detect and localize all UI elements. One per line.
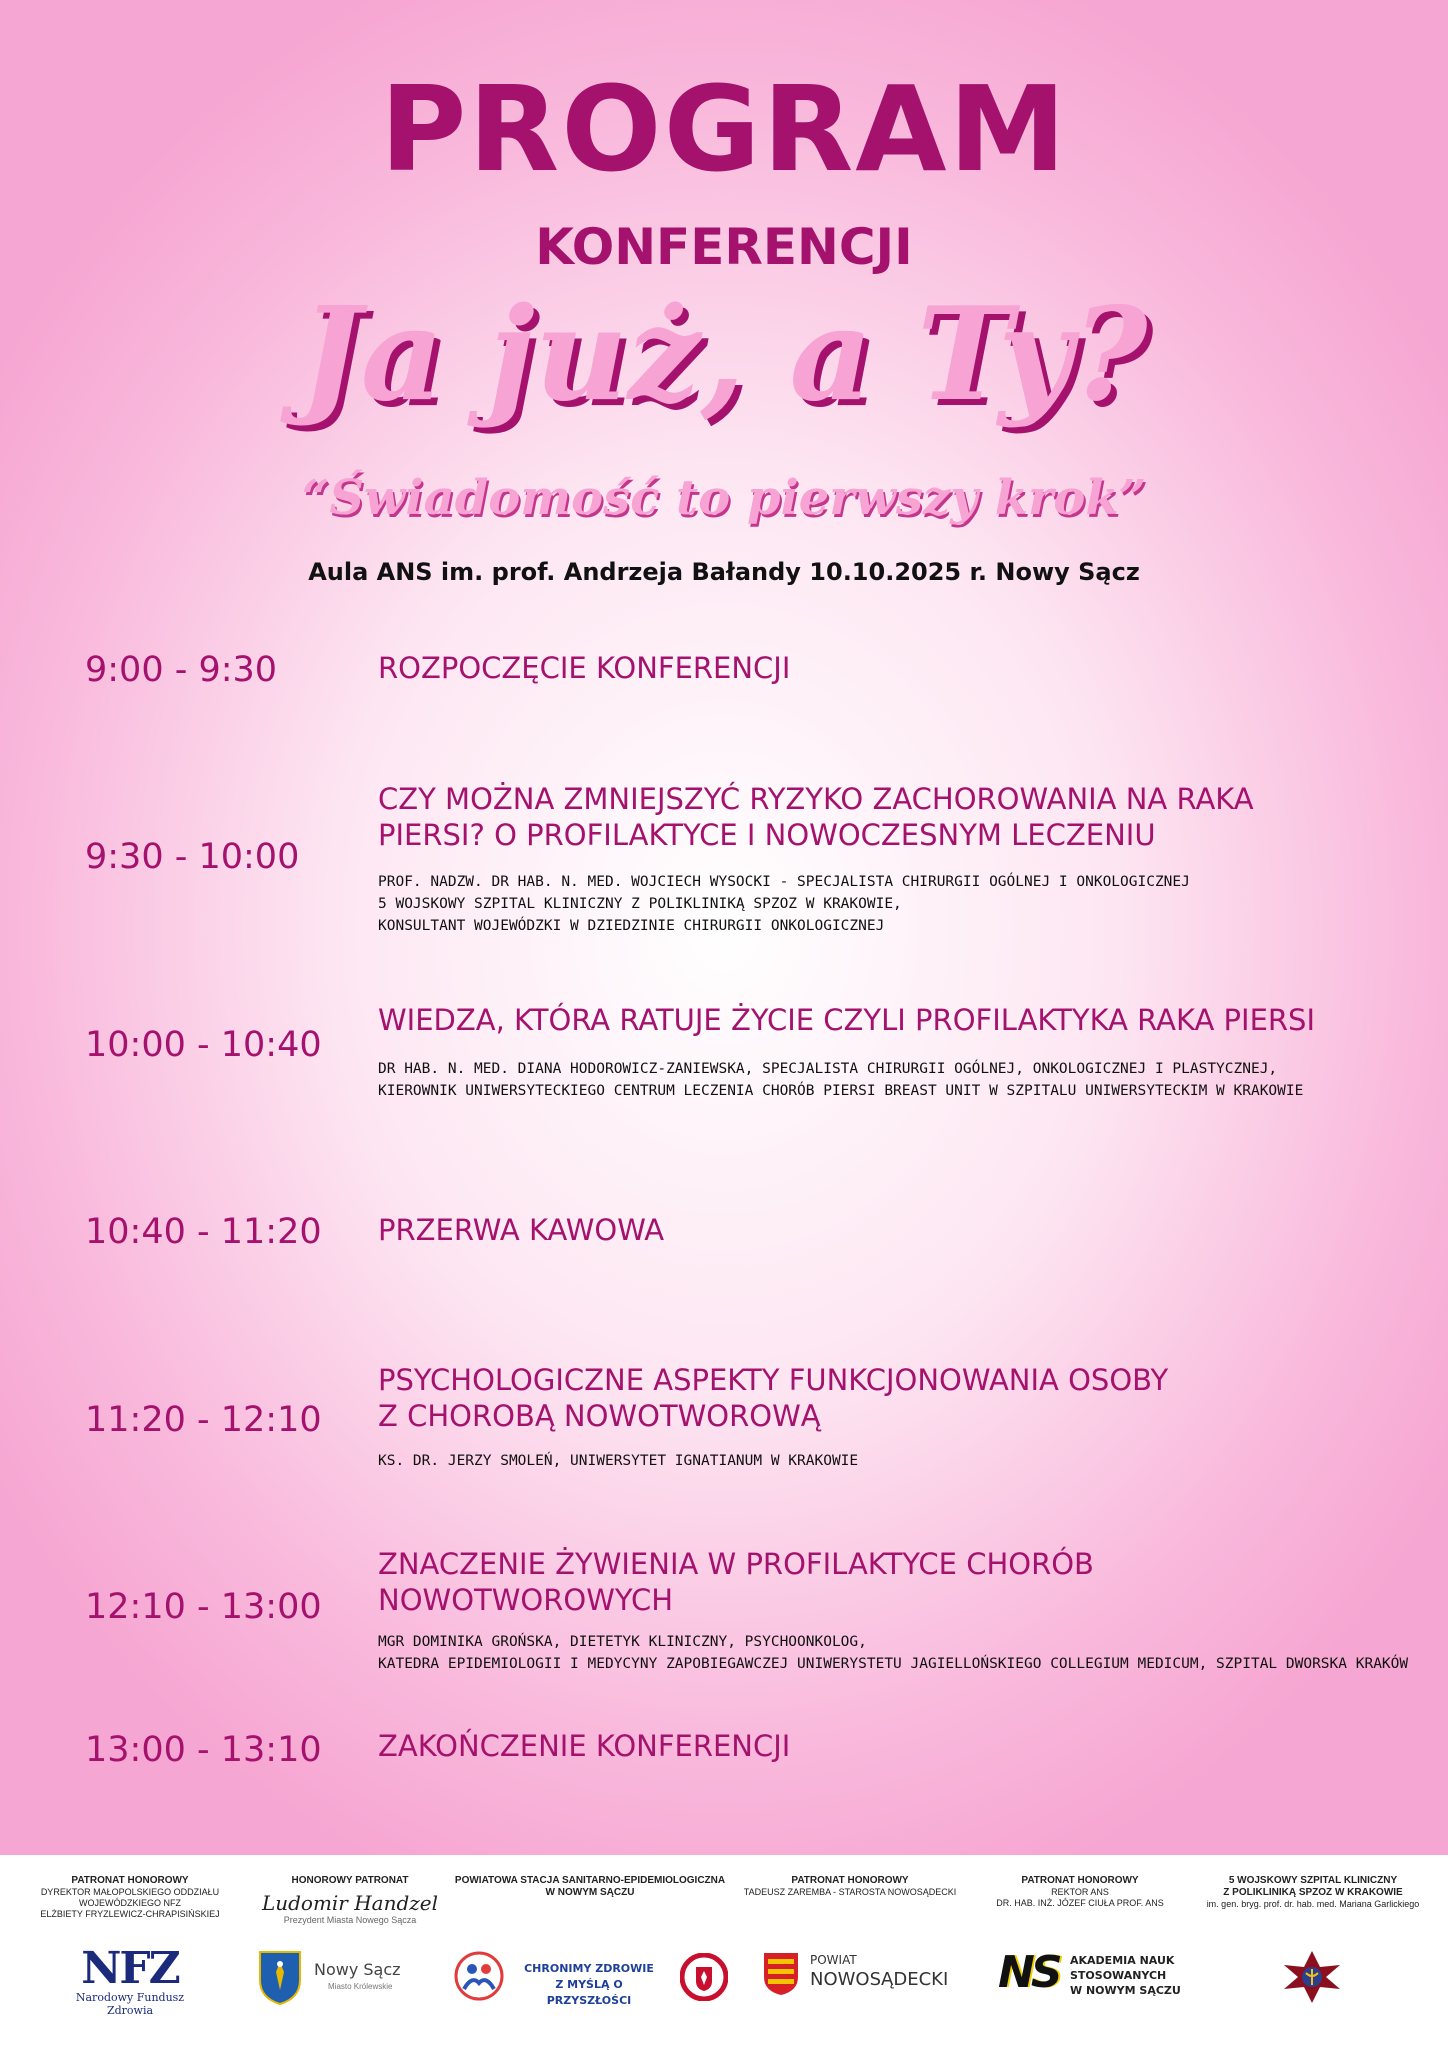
sponsor-detail: WOJEWÓDZKIEGO NFZ	[79, 1898, 181, 1908]
session-speaker	[378, 1058, 1438, 1102]
sponsor-detail: Prezydent Miasta Nowego Sącza	[283, 1915, 417, 1925]
topic-line: WIEDZA, KTÓRA RATUJE ŻYCIE CZYLI PROFILAKTYKA RAKA PIERSI	[378, 1003, 1316, 1037]
psse-slogan	[514, 1961, 664, 2009]
speaker-line: KIEROWNIK UNIWERSYTECKIEGO CENTRUM LECZENIA CHORÓB PIERSI BREAST UNIT W SZPITALU UNIWERSYTECKIM W KRAKOWIE	[378, 1083, 1304, 1099]
sponsor-starosta	[735, 1875, 965, 1898]
session-topic	[378, 1728, 1378, 1764]
powiat-name: NOWOSĄDECKI	[810, 1969, 949, 1990]
nfz-logo-text: NFZ	[81, 1943, 179, 1994]
state-emblem-icon	[680, 1953, 728, 2001]
time-slot: 9:30 - 10:00	[85, 837, 300, 877]
page-subtitle: KONFERENCJI	[535, 218, 913, 276]
time-slot: 12:10 - 13:00	[85, 1587, 322, 1627]
sponsor-military-hospital	[1188, 1875, 1438, 1910]
speaker-line: KATEDRA EPIDEMIOLOGII I MEDYCYNY ZAPOBIEGAWCZEJ UNIWERYSTETU JAGIELLOŃSKIEGO COLLEGIUM MEDICUM, SZPITAL DWORSKA KRAKÓW	[378, 1656, 1409, 1672]
sponsor-detail: REKTOR ANS	[1051, 1887, 1109, 1897]
sponsor-heading: PATRONAT HONOROWY	[71, 1875, 189, 1886]
topic-line: PRZERWA KAWOWA	[378, 1213, 665, 1247]
topic-line: CZY MOŻNA ZMNIEJSZYĆ RYZYKO ZACHOROWANIA NA RAKA	[378, 782, 1254, 816]
sponsor-detail: DYREKTOR MAŁOPOLSKIEGO ODDZIAŁU	[40, 1887, 220, 1897]
sponsors-footer	[0, 1855, 1448, 2048]
nfz-caption: Narodowy Fundusz Zdrowia	[75, 1991, 185, 2017]
time-slot: 10:00 - 10:40	[85, 1025, 322, 1065]
session-topic	[378, 1546, 1378, 1618]
sponsor-psse	[440, 1875, 740, 1899]
time-slot: 11:20 - 12:10	[85, 1400, 322, 1440]
session-topic	[378, 1002, 1378, 1038]
topic-line: PSYCHOLOGICZNE ASPEKTY FUNKCJONOWANIA OSOBY	[378, 1363, 1169, 1397]
topic-line: NOWOTWOROWYCH	[378, 1583, 674, 1617]
slogan-line: Z MYŚLĄ O PRZYSZŁOŚCI	[546, 1978, 632, 2007]
ans-name	[1070, 1953, 1181, 1998]
page-title: PROGRAM	[379, 60, 1069, 198]
nowy-sacz-crest-icon	[258, 1950, 302, 2006]
sponsor-city-president	[255, 1875, 445, 1926]
speaker-line: 5 WOJSKOWY SZPITAL KLINICZNY Z POLIKLINIKĄ SPZOZ W KRAKOWIE,	[378, 896, 902, 912]
powiat-logo	[762, 1951, 962, 2001]
sponsor-nfz	[20, 1875, 240, 1920]
topic-line: ZNACZENIE ŻYWIENIA W PROFILAKTYCE CHORÓB	[378, 1547, 1094, 1581]
speaker-line: PROF. NADZW. DR HAB. N. MED. WOJCIECH WYSOCKI - SPECJALISTA CHIRURGII OGÓLNEJ I ONKOLOGICZNEJ	[378, 874, 1190, 890]
topic-line: ROZPOCZĘCIE KONFERENCJI	[378, 651, 791, 685]
powiat-label: POWIAT	[810, 1953, 857, 1967]
time-slot: 10:40 - 11:20	[85, 1212, 322, 1252]
session-speaker	[378, 871, 1438, 937]
slogan-line: CHRONIMY ZDROWIE	[524, 1962, 654, 1975]
time-slot: 13:00 - 13:10	[85, 1730, 322, 1770]
nowy-sacz-logo	[258, 1950, 438, 2006]
sponsor-detail: TADEUSZ ZAREMBA - STAROSTA NOWOSĄDECKI	[743, 1887, 957, 1897]
session-topic	[378, 650, 1378, 686]
psse-logo	[454, 1947, 734, 2007]
topic-line: ZAKOŃCZENIE KONFERENCJI	[378, 1729, 791, 1763]
sponsor-heading: Z POLIKLINIKĄ SPZOZ W KRAKOWIE	[1223, 1887, 1403, 1898]
military-cross-icon	[1280, 1949, 1344, 2005]
speaker-line: KS. DR. JERZY SMOLEŃ, UNIWERSYTET IGNATIANUM W KRAKOWIE	[378, 1453, 859, 1469]
psse-people-icon	[454, 1951, 504, 2001]
sponsor-ans	[975, 1875, 1185, 1909]
sponsor-detail: im. gen. bryg. prof. dr. hab. med. Mariana Garlickiego	[1206, 1899, 1420, 1909]
session-topic	[378, 781, 1378, 853]
sponsor-heading: PATRONAT HONOROWY	[791, 1875, 909, 1886]
venue-and-date: Aula ANS im. prof. Andrzeja Bałandy 10.10.2025 r. Nowy Sącz	[308, 558, 1140, 586]
session-topic	[378, 1362, 1378, 1434]
ans-name-line: AKADEMIA NAUK	[1070, 1954, 1175, 1967]
ans-logo	[998, 1947, 1198, 2007]
topic-line: PIERSI? O PROFILAKTYCE I NOWOCZESNYM LECZENIU	[378, 818, 1156, 852]
sponsor-heading: PATRONAT HONOROWY	[1021, 1875, 1139, 1886]
sponsor-heading: POWIATOWA STACJA SANITARNO-EPIDEMIOLOGICZNA	[454, 1875, 726, 1886]
powiat-crest-icon	[762, 1951, 800, 1997]
sponsor-heading: 5 WOJSKOWY SZPITAL KLINICZNY	[1228, 1875, 1398, 1886]
ans-mark: NS	[998, 1947, 1059, 1998]
session-topic	[378, 1212, 1378, 1248]
nfz-logo	[70, 1943, 190, 2017]
signature-image: Ludomir Handzel	[261, 1891, 439, 1915]
nowy-sacz-caption: Miasto Królewskie	[328, 1982, 393, 1991]
speaker-line: MGR DOMINIKA GROŃSKA, DIETETYK KLINICZNY, PSYCHOONKOLOG,	[378, 1634, 867, 1650]
sponsor-detail: DR. HAB. INŻ. JÓZEF CIUŁA PROF. ANS	[996, 1898, 1164, 1908]
military-hospital-logo	[1280, 1949, 1344, 2005]
sponsor-detail: ELŻBIETY FRYZLEWICZ-CHRAPISIŃSKIEJ	[40, 1909, 220, 1919]
ans-name-line: W NOWYM SĄCZU	[1070, 1984, 1181, 1997]
sponsor-heading: W NOWYM SĄCZU	[545, 1887, 635, 1898]
conference-motto: “Świadomość to pierwszy krok”	[301, 470, 1147, 526]
time-slot: 9:00 - 9:30	[85, 650, 278, 690]
speaker-line: DR HAB. N. MED. DIANA HODOROWICZ-ZANIEWSKA, SPECJALISTA CHIRURGII OGÓLNEJ, ONKOLOGICZNEJ I PLASTYCZNEJ,	[378, 1061, 1278, 1077]
session-speaker	[378, 1450, 1438, 1472]
nowy-sacz-name: Nowy Sącz	[314, 1960, 401, 1979]
ans-name-line: STOSOWANYCH	[1070, 1969, 1167, 1982]
conference-name: Ja już, a Ty?	[300, 280, 1148, 430]
session-speaker	[378, 1631, 1438, 1675]
speaker-line: KONSULTANT WOJEWÓDZKI W DZIEDZINIE CHIRURGII ONKOLOGICZNEJ	[378, 918, 885, 934]
sponsor-heading: HONOROWY PATRONAT	[291, 1875, 409, 1886]
topic-line: Z CHOROBĄ NOWOTWOROWĄ	[378, 1399, 821, 1433]
